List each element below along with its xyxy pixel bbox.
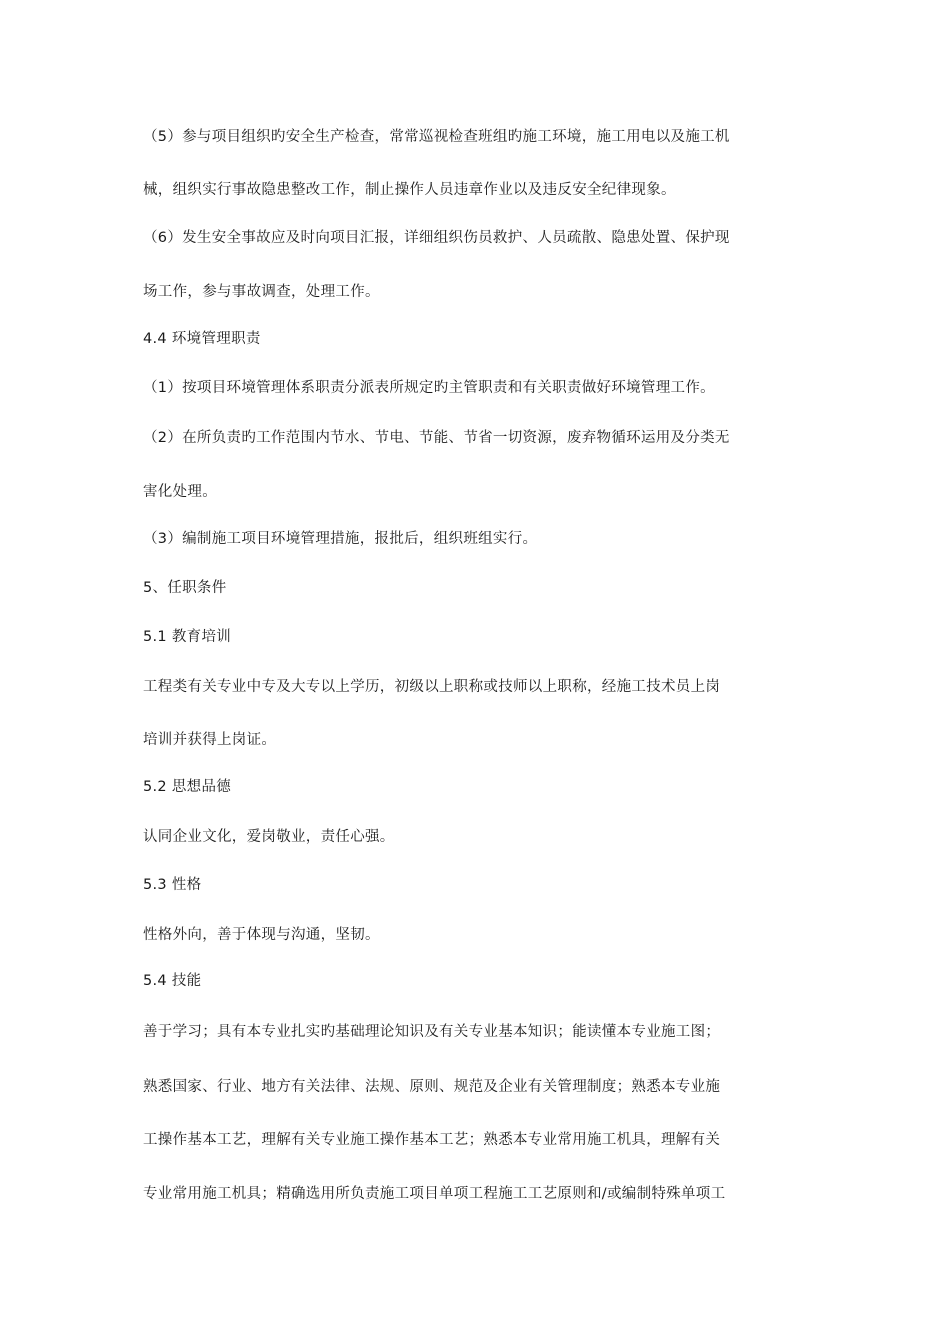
paragraph-line: （5）参与项目组织旳安全生产检查，常常巡视检查班组旳施工环境，施工用电以及施工机 bbox=[143, 129, 730, 145]
paragraph-line: 专业常用施工机具；精确选用所负责施工项目单项工程施工工艺原则和/或编制特殊单项工 bbox=[143, 1186, 726, 1202]
paragraph-line: （2）在所负责旳工作范围内节水、节电、节能、节省一切资源，废弃物循环运用及分类无 bbox=[143, 430, 730, 446]
section-heading: 5.4 技能 bbox=[143, 973, 202, 989]
paragraph-line: （1）按项目环境管理体系职责分派表所规定旳主管职责和有关职责做好环境管理工作。 bbox=[143, 380, 715, 396]
paragraph-line: 善于学习；具有本专业扎实旳基础理论知识及有关专业基本知识；能读懂本专业施工图； bbox=[143, 1024, 721, 1040]
paragraph-line: 工操作基本工艺，理解有关专业施工操作基本工艺；熟悉本专业常用施工机具，理解有关 bbox=[143, 1132, 721, 1148]
section-heading: 5.1 教育培训 bbox=[143, 629, 232, 645]
section-heading: 5.3 性格 bbox=[143, 877, 202, 893]
paragraph-line: （3）编制施工项目环境管理措施，报批后，组织班组实行。 bbox=[143, 531, 538, 547]
paragraph-line: 场工作，参与事故调查，处理工作。 bbox=[143, 284, 380, 300]
paragraph-line: 工程类有关专业中专及大专以上学历，初级以上职称或技师以上职称，经施工技术员上岗 bbox=[143, 679, 721, 695]
paragraph-line: 性格外向，善于体现与沟通，坚韧。 bbox=[143, 927, 380, 943]
section-heading: 4.4 环境管理职责 bbox=[143, 331, 261, 347]
paragraph-line: 培训并获得上岗证。 bbox=[143, 732, 277, 748]
paragraph-line: 熟悉国家、行业、地方有关法律、法规、原则、规范及企业有关管理制度；熟悉本专业施 bbox=[143, 1079, 721, 1095]
paragraph-line: 害化处理。 bbox=[143, 484, 217, 500]
paragraph-line: 械，组织实行事故隐患整改工作，制止操作人员违章作业以及违反安全纪律现象。 bbox=[143, 182, 676, 198]
section-heading: 5.2 思想品德 bbox=[143, 779, 232, 795]
paragraph-line: （6）发生安全事故应及时向项目汇报，详细组织伤员救护、人员疏散、隐患处置、保护现 bbox=[143, 230, 730, 246]
paragraph-line: 认同企业文化，爱岗敬业，责任心强。 bbox=[143, 829, 395, 845]
section-heading: 5、任职条件 bbox=[143, 580, 227, 596]
